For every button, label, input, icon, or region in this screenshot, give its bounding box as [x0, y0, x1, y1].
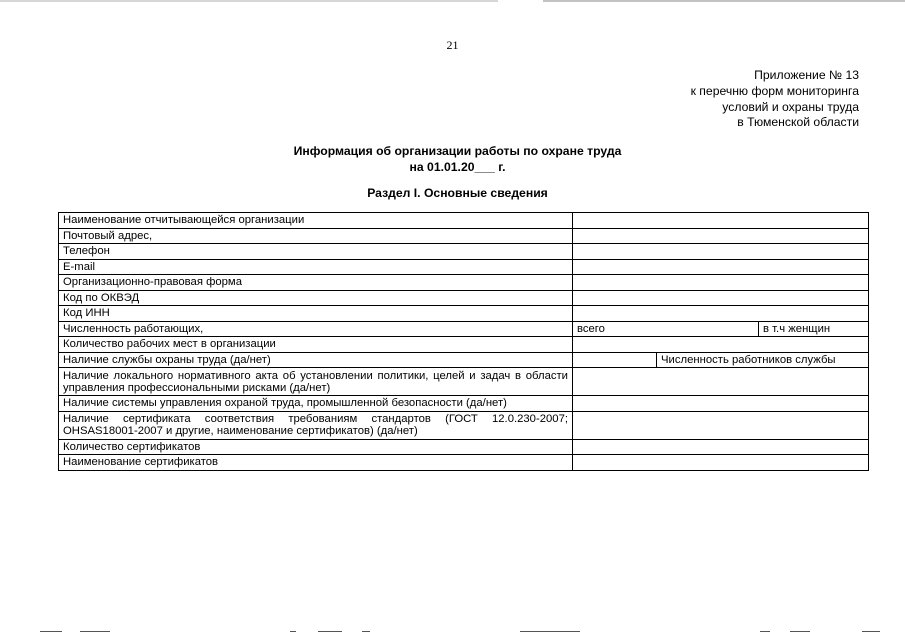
row-label-certificate-count: Количество сертификатов: [59, 439, 573, 455]
document-title: [0, 144, 905, 175]
table-row: [59, 306, 869, 322]
table-row: [59, 321, 869, 337]
table-row: [59, 368, 869, 396]
employees-women-label: в т.ч женщин: [763, 322, 831, 335]
row-label-certificate: Наличие сертификата соответствия требованиям стандартов (ГОСТ 12.0.230-2007; OHSAS18001-2007 и другие, наименование сертификатов) (да/нет): [59, 411, 573, 439]
organization-info-table: [58, 212, 869, 471]
table-row: [59, 275, 869, 291]
row-label-okved: Код по ОКВЭД: [59, 290, 573, 306]
table-row: [59, 337, 869, 353]
value-cell-safety-service[interactable]: [573, 352, 657, 368]
scan-edge-bottom: [0, 628, 905, 640]
service-staff-label: Численность работников службы: [661, 353, 836, 366]
table-row: [59, 259, 869, 275]
value-cell-postal-address[interactable]: [573, 228, 869, 244]
row-label-org-name: Наименование отчитывающейся организации: [59, 213, 573, 229]
appendix-line: к перечню форм мониторинга: [690, 83, 859, 98]
appendix-line: в Тюменской области: [737, 115, 859, 130]
row-label-management-system: Наличие системы управления охраной труда, промышленной безопасности (да/нет): [59, 396, 573, 412]
service-staff-cell[interactable]: [657, 352, 869, 368]
value-cell-org-name[interactable]: [573, 213, 869, 229]
document-date-line: на 01.01.20___ г.: [409, 159, 506, 174]
appendix-line: Приложение № 13: [754, 68, 859, 82]
value-cell-workplaces[interactable]: [573, 337, 869, 353]
value-cell-certificate[interactable]: [573, 411, 869, 439]
section-title: Раздел I. Основные сведения: [367, 186, 548, 200]
table-row: [59, 352, 869, 368]
row-label-postal-address: Почтовый адрес,: [59, 228, 573, 244]
appendix-note: [691, 68, 859, 131]
row-label-inn: Код ИНН: [59, 306, 573, 322]
table-row: [59, 396, 869, 412]
value-cell-legal-form[interactable]: [573, 275, 869, 291]
row-label-safety-service: Наличие службы охраны труда (да/нет): [59, 352, 573, 368]
value-cell-certificate-names[interactable]: [573, 455, 869, 471]
appendix-line: условий и охраны труда: [722, 99, 859, 114]
table-row: [59, 455, 869, 471]
row-label-employees: Численность работающих,: [59, 321, 573, 337]
row-label-email: E-mail: [59, 259, 573, 275]
row-label-phone: Телефон: [59, 244, 573, 260]
value-cell-inn[interactable]: [573, 306, 869, 322]
table-row: [59, 439, 869, 455]
value-cell-local-act[interactable]: [573, 368, 869, 396]
row-label-workplaces: Количество рабочих мест в организации: [59, 337, 573, 353]
value-cell-email[interactable]: [573, 259, 869, 275]
scan-edge-top: [0, 0, 905, 2]
table-row: [59, 213, 869, 229]
row-label-local-act: Наличие локального нормативного акта об установлении политики, целей и задач в области управления профессиональными рисками (да/нет): [59, 368, 573, 396]
value-cell-certificate-count[interactable]: [573, 439, 869, 455]
page-number: 21: [446, 38, 459, 52]
document-title-line: Информация об организации работы по охране труда: [293, 144, 622, 158]
value-cell-okved[interactable]: [573, 290, 869, 306]
table-row: [59, 228, 869, 244]
employees-total-cell[interactable]: [573, 321, 759, 337]
table-row: [59, 244, 869, 260]
row-label-certificate-names: Наименование сертификатов: [59, 455, 573, 471]
value-cell-management-system[interactable]: [573, 396, 869, 412]
row-label-legal-form: Организационно-правовая форма: [59, 275, 573, 291]
table-row: [59, 290, 869, 306]
employees-total-label: всего: [577, 322, 605, 335]
value-cell-phone[interactable]: [573, 244, 869, 260]
employees-women-cell[interactable]: [759, 321, 869, 337]
table-row: [59, 411, 869, 439]
